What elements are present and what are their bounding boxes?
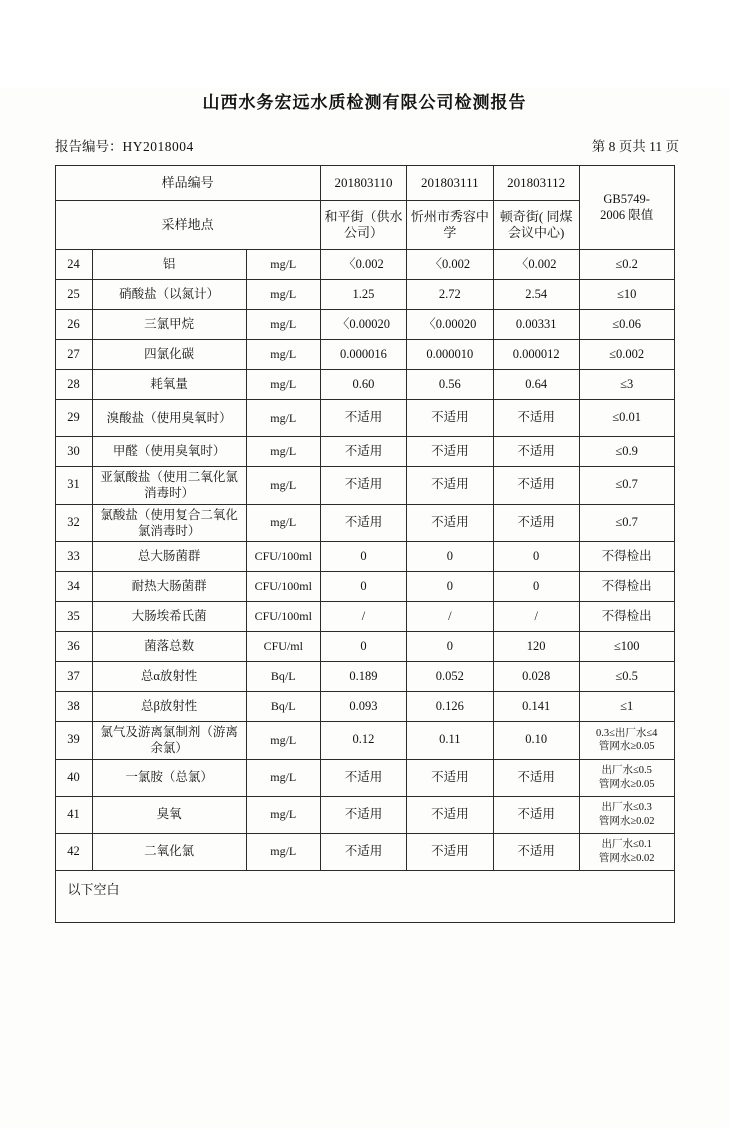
report-number [55,135,194,155]
row-value-0: 0 [320,632,406,662]
row-value-1: 0.56 [407,370,493,400]
row-unit: mg/L [246,796,320,833]
header-site-2: 顿奇街( 同煤会议中心) [493,201,579,250]
header-site-label: 采样地点 [55,201,320,250]
row-value-2: 不适用 [493,759,579,796]
row-limit: ≤0.2 [579,250,674,280]
row-parameter-name: 氯气及游离氯制剂（游离余氯） [92,722,246,760]
report-page [0,88,729,1128]
report-number-label: 报告编号： [55,139,123,154]
row-value-0: 0.000016 [320,340,406,370]
results-table [55,165,675,871]
row-index: 38 [55,692,92,722]
row-index: 29 [55,400,92,437]
row-limit-line: 管网水≥0.02 [598,815,655,827]
table-row [55,722,674,760]
report-meta [55,135,679,155]
row-index: 32 [55,504,92,542]
row-limit: 不得检出 [579,602,674,632]
row-value-0: 不适用 [320,833,406,870]
row-parameter-name: 氯酸盐（使用复合二氧化氯消毒时） [92,504,246,542]
row-value-2: 不适用 [493,467,579,505]
table-row [55,400,674,437]
row-limit [579,796,674,833]
row-limit: ≤0.06 [579,310,674,340]
row-limit: ≤0.002 [579,340,674,370]
table-body [55,166,674,871]
row-value-2: 不适用 [493,833,579,870]
table-row [55,370,674,400]
row-value-1: 0 [407,632,493,662]
row-value-0: 不适用 [320,400,406,437]
table-row [55,602,674,632]
row-value-0: 不适用 [320,504,406,542]
row-value-2: 0 [493,542,579,572]
row-limit-line: 管网水≥0.05 [598,778,655,790]
row-parameter-name: 耐热大肠菌群 [92,572,246,602]
row-value-1: 0 [407,572,493,602]
table-row [55,310,674,340]
row-limit [579,722,674,760]
row-limit: ≤0.9 [579,437,674,467]
row-value-2: 〈0.002 [493,250,579,280]
header-limit-line1: GB5749- [603,191,650,206]
row-parameter-name: 二氧化氯 [92,833,246,870]
row-value-1: 不适用 [407,400,493,437]
row-value-1: 〈0.00020 [407,310,493,340]
row-value-0: 不适用 [320,437,406,467]
table-row [55,833,674,870]
row-index: 41 [55,796,92,833]
row-index: 39 [55,722,92,760]
row-index: 28 [55,370,92,400]
row-index: 30 [55,437,92,467]
row-parameter-name: 甲醛（使用臭氧时） [92,437,246,467]
row-parameter-name: 总α放射性 [92,662,246,692]
row-unit: mg/L [246,310,320,340]
row-value-0: 不适用 [320,467,406,505]
row-value-2: 2.54 [493,280,579,310]
row-value-2: 不适用 [493,400,579,437]
row-value-1: 0.000010 [407,340,493,370]
row-index: 26 [55,310,92,340]
row-parameter-name: 硝酸盐（以氮计） [92,280,246,310]
row-limit: ≤100 [579,632,674,662]
row-limit: ≤0.01 [579,400,674,437]
header-sample-2: 201803112 [493,166,579,201]
row-value-2: 不适用 [493,437,579,467]
row-value-1: 不适用 [407,437,493,467]
row-index: 36 [55,632,92,662]
row-value-0: 0.12 [320,722,406,760]
row-index: 35 [55,602,92,632]
row-value-1: 0.11 [407,722,493,760]
table-row [55,467,674,505]
row-unit: mg/L [246,250,320,280]
table-row [55,504,674,542]
row-value-0: 不适用 [320,759,406,796]
row-unit: CFU/100ml [246,602,320,632]
row-parameter-name: 臭氧 [92,796,246,833]
row-unit: CFU/ml [246,632,320,662]
header-limit-line2: 2006 限值 [600,207,654,222]
table-header-row-sample [55,166,674,201]
row-parameter-name: 四氯化碳 [92,340,246,370]
row-value-0: 0.189 [320,662,406,692]
row-parameter-name: 三氯甲烷 [92,310,246,340]
header-sample-0: 201803110 [320,166,406,201]
row-parameter-name: 总β放射性 [92,692,246,722]
row-value-0: 0.093 [320,692,406,722]
table-row [55,572,674,602]
row-unit: CFU/100ml [246,542,320,572]
row-value-2: 不适用 [493,796,579,833]
table-row [55,692,674,722]
row-parameter-name: 大肠埃希氏菌 [92,602,246,632]
row-value-1: / [407,602,493,632]
row-value-1: 0.126 [407,692,493,722]
table-row [55,437,674,467]
header-sample-no-label: 样品编号 [55,166,320,201]
row-limit-line: 管网水≥0.05 [598,741,655,753]
row-value-0: 不适用 [320,796,406,833]
row-limit-line: 出厂水≤0.1 [601,838,652,850]
row-value-0: 0.60 [320,370,406,400]
row-value-0: 1.25 [320,280,406,310]
row-parameter-name: 亚氯酸盐（使用二氧化氯消毒时） [92,467,246,505]
row-value-1: 〈0.002 [407,250,493,280]
row-limit: ≤3 [579,370,674,400]
row-unit: mg/L [246,340,320,370]
row-value-2: 不适用 [493,504,579,542]
row-parameter-name: 耗氧量 [92,370,246,400]
row-value-1: 0.052 [407,662,493,692]
table-row [55,280,674,310]
page-title: 山西水务宏远水质检测有限公司检测报告 [202,93,527,112]
header-site-0: 和平街（供水公司） [320,201,406,250]
row-unit: CFU/100ml [246,572,320,602]
row-unit: mg/L [246,504,320,542]
row-parameter-name: 铝 [92,250,246,280]
row-unit: mg/L [246,437,320,467]
row-value-1: 不适用 [407,467,493,505]
row-value-0: 〈0.002 [320,250,406,280]
row-unit: mg/L [246,759,320,796]
report-number-value: HY2018004 [122,139,194,154]
row-value-2: 0.028 [493,662,579,692]
row-index: 34 [55,572,92,602]
row-limit [579,833,674,870]
row-value-0: 0 [320,572,406,602]
row-unit: Bq/L [246,692,320,722]
row-value-1: 2.72 [407,280,493,310]
row-unit: mg/L [246,833,320,870]
row-index: 24 [55,250,92,280]
row-value-0: 〈0.00020 [320,310,406,340]
row-value-2: 0.64 [493,370,579,400]
row-index: 37 [55,662,92,692]
row-limit-line: 出厂水≤0.3 [601,801,652,813]
footer-note: 以下空白 [55,871,675,923]
row-value-1: 不适用 [407,833,493,870]
row-unit: mg/L [246,280,320,310]
row-value-1: 不适用 [407,504,493,542]
row-index: 33 [55,542,92,572]
row-unit: mg/L [246,722,320,760]
row-value-2: 0.10 [493,722,579,760]
table-row [55,340,674,370]
row-value-2: 0.000012 [493,340,579,370]
row-index: 25 [55,280,92,310]
row-limit: ≤0.7 [579,467,674,505]
page-number: 第 8 页共 11 页 [591,139,679,154]
table-row [55,796,674,833]
row-parameter-name: 溴酸盐（使用臭氧时） [92,400,246,437]
row-limit: 不得检出 [579,572,674,602]
row-limit: ≤10 [579,280,674,310]
row-limit: ≤1 [579,692,674,722]
row-value-2: 0.00331 [493,310,579,340]
row-value-2: 0.141 [493,692,579,722]
row-value-1: 不适用 [407,759,493,796]
row-limit: 不得检出 [579,542,674,572]
row-index: 42 [55,833,92,870]
header-site-1: 忻州市秀容中学 [407,201,493,250]
row-limit: ≤0.5 [579,662,674,692]
header-sample-1: 201803111 [407,166,493,201]
header-limit-label [579,166,674,250]
row-limit: ≤0.7 [579,504,674,542]
row-parameter-name: 一氯胺（总氯） [92,759,246,796]
table-row [55,632,674,662]
row-value-2: / [493,602,579,632]
row-index: 31 [55,467,92,505]
row-value-1: 0 [407,542,493,572]
row-unit: mg/L [246,370,320,400]
row-value-0: 0 [320,542,406,572]
row-value-1: 不适用 [407,796,493,833]
table-row [55,759,674,796]
table-row [55,250,674,280]
row-unit: mg/L [246,400,320,437]
row-unit: Bq/L [246,662,320,692]
row-index: 27 [55,340,92,370]
row-unit: mg/L [246,467,320,505]
table-row [55,662,674,692]
row-parameter-name: 总大肠菌群 [92,542,246,572]
table-row [55,542,674,572]
row-index: 40 [55,759,92,796]
row-value-0: / [320,602,406,632]
row-limit-line: 管网水≥0.02 [598,852,655,864]
row-parameter-name: 菌落总数 [92,632,246,662]
row-limit [579,759,674,796]
row-value-2: 120 [493,632,579,662]
row-limit-line: 出厂水≤0.5 [601,764,652,776]
row-limit-line: 0.3≤出厂水≤4 [595,727,658,739]
row-value-2: 0 [493,572,579,602]
